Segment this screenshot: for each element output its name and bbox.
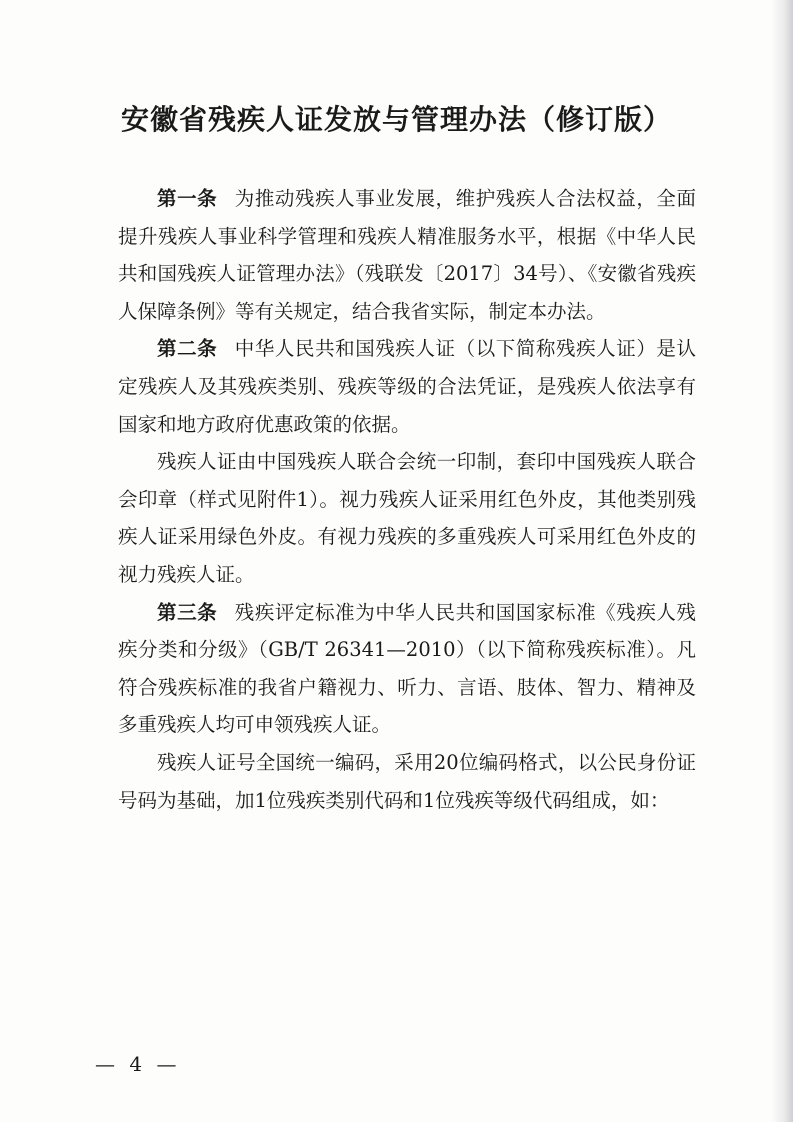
article-3-continuation-text: 残疾人证号全国统一编码，采用20位编码格式，以公民身份证号码为基础，加1位残疾类别代码和1位残疾等级代码组成，如： (118, 750, 696, 812)
article-3-continuation-paragraph (118, 744, 696, 819)
article-2-continuation-text: 残疾人证由中国残疾人联合会统一印制，套印中国残疾人联合会印章（样式见附件1）。视力残疾人证采用红色外皮，其他类别残疾人证采用绿色外皮。有视力残疾的多重残疾人可采用红色外皮的视力残疾人证。 (118, 450, 696, 586)
article-1-label: 第一条 (157, 187, 218, 210)
document-title: 安徽省残疾人证发放与管理办法（修订版） (120, 103, 672, 136)
article-3-text: 残疾评定标准为中华人民共和国国家标准《残疾人残疾分类和分级》（GB/T 26341—2010）（以下简称残疾标准）。凡符合残疾标准的我省户籍视力、听力、言语、肢体、智力、精神及多重残疾人均可申领残疾人证。 (118, 600, 696, 737)
article-3-paragraph (118, 594, 696, 744)
article-2-text: 中华人民共和国残疾人证（以下简称残疾人证）是认定残疾人及其残疾类别、残疾等级的合法凭证，是残疾人依法享有国家和地方政府优惠政策的依据。 (118, 337, 696, 436)
document-body (118, 180, 696, 819)
article-1-paragraph (118, 180, 696, 330)
article-2-paragraph (118, 330, 696, 443)
page-number: — 4 — (95, 1052, 181, 1076)
scan-edge-shadow (771, 0, 793, 1122)
article-3-label: 第三条 (157, 600, 218, 624)
article-2-continuation-paragraph (118, 443, 696, 593)
article-2-label: 第二条 (157, 337, 218, 361)
article-1-text: 为推动残疾人事业发展，维护残疾人合法权益，全面提升残疾人事业科学管理和残疾人精准服务水平，根据《中华人民共和国残疾人证管理办法》（残联发〔2017〕34号）、《安徽省残疾人保障条例》等有关规定，结合我省实际，制定本办法。 (118, 187, 696, 323)
